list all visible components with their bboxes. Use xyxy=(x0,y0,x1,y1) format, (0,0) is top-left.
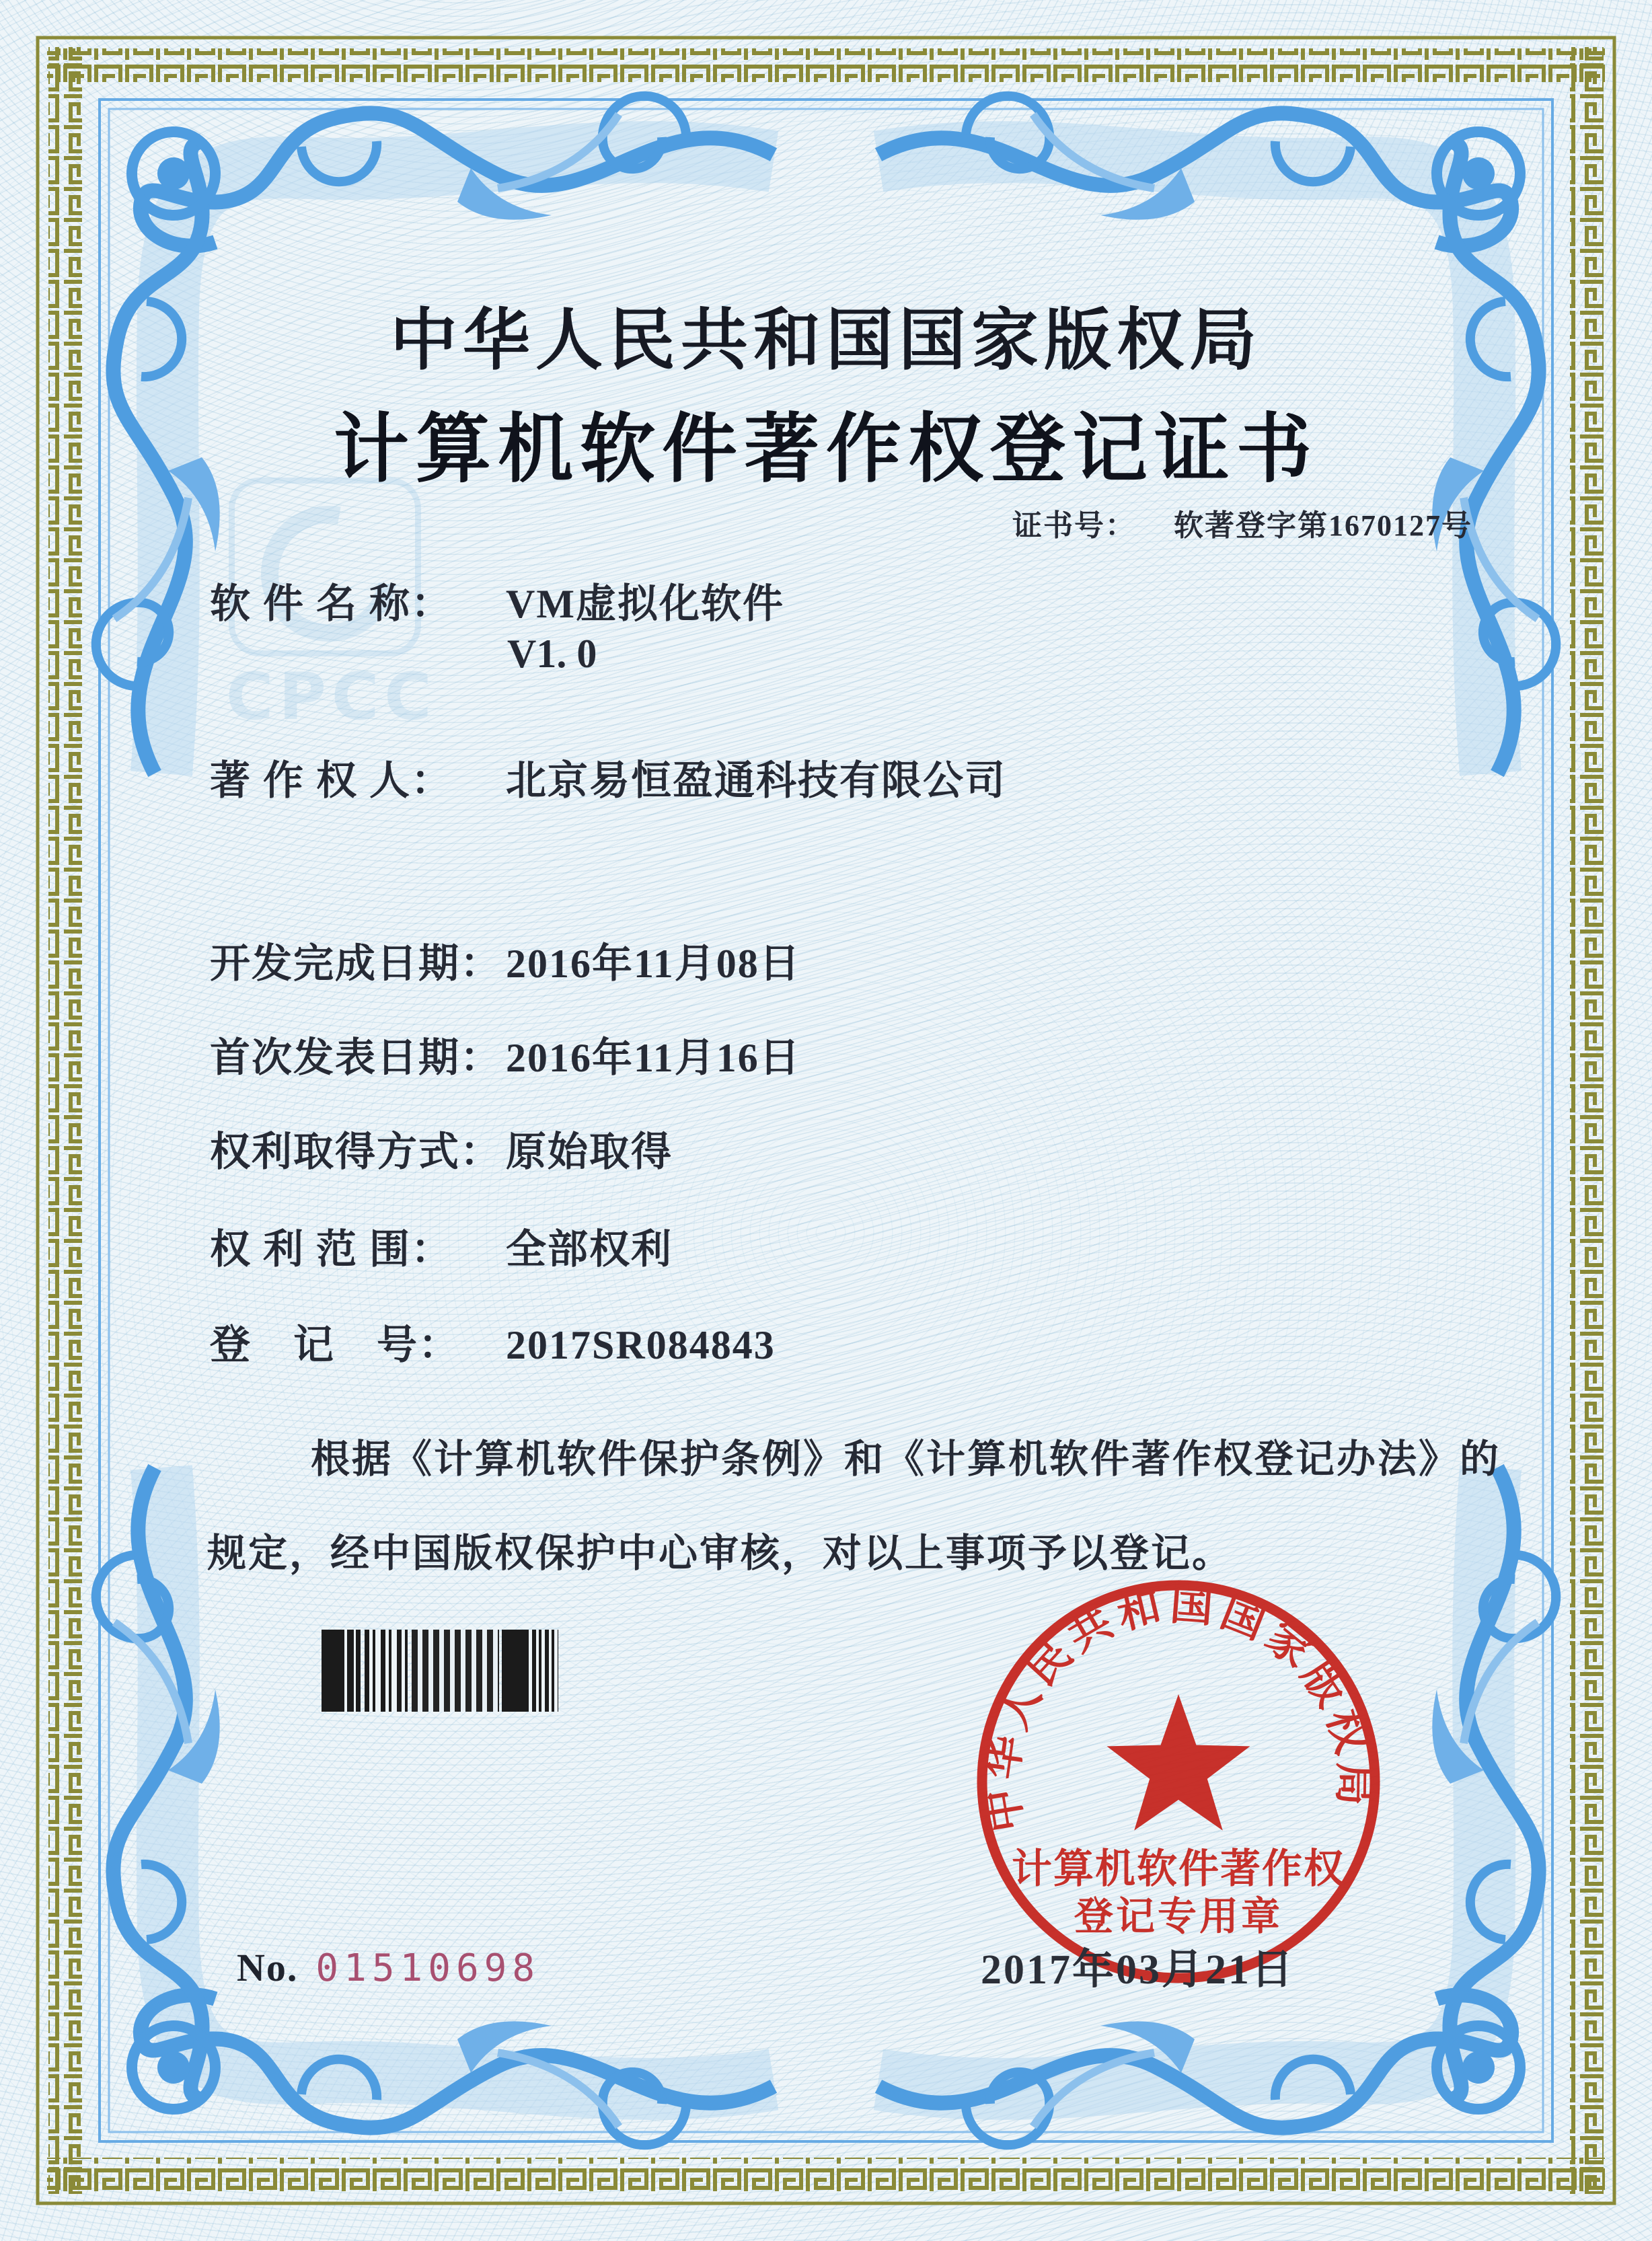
field-software-version: V1. 0 xyxy=(507,632,597,676)
barcode-data-matrix xyxy=(412,1630,499,1712)
barcode-start-block xyxy=(322,1630,361,1712)
field-value: 2016年11月08日 xyxy=(506,942,801,986)
barcode-left-stripes xyxy=(365,1630,408,1712)
issue-date: 2017年03月21日 xyxy=(981,1947,1296,1993)
field-rights-scope xyxy=(210,1217,673,1275)
field-value: 北京易恒盈通科技有限公司 xyxy=(506,759,1006,803)
certificate-number-value: 软著登字第1670127号 xyxy=(1174,509,1472,542)
field-value: 2016年11月16日 xyxy=(506,1036,801,1080)
field-dev-complete-date xyxy=(210,932,801,989)
cpcc-watermark-text: CPCC xyxy=(226,659,437,734)
field-value: 全部权利 xyxy=(506,1227,673,1272)
field-label: 软 件 名 称： xyxy=(210,582,453,626)
field-copyright-owner xyxy=(210,749,1006,806)
serial-number: 01510698 xyxy=(315,1946,541,1990)
serial-number-line xyxy=(237,1945,540,1990)
field-registration-number xyxy=(210,1313,776,1371)
field-label: 登 记 号： xyxy=(210,1323,460,1367)
barcode-2d xyxy=(322,1630,558,1712)
field-label: 权 利 范 围： xyxy=(210,1227,453,1272)
barcode-stop-block xyxy=(502,1630,529,1712)
certificate-number-line xyxy=(1012,501,1472,544)
field-label: 开发完成日期： xyxy=(210,942,502,986)
field-value: 原始取得 xyxy=(506,1130,673,1174)
certificate-number-label: 证书号： xyxy=(1012,509,1136,542)
serial-label: No. xyxy=(237,1946,299,1989)
field-label: 著 作 权 人： xyxy=(210,759,453,803)
statement-line-2: 规定，经中国版权保护中心审核，对以上事项予以登记。 xyxy=(207,1531,1234,1575)
field-rights-acquire-method xyxy=(210,1120,673,1178)
issuer-title: 中华人民共和国国家版权局 xyxy=(390,303,1262,378)
field-label: 权利取得方式： xyxy=(210,1130,502,1174)
seal-text-line2: 登记专用章 xyxy=(1074,1895,1283,1938)
statement-line-1: 根据《计算机软件保护条例》和《计算机软件著作权登记办法》的 xyxy=(311,1437,1501,1481)
red-star-icon xyxy=(1107,1694,1250,1831)
field-value: 2017SR084843 xyxy=(506,1323,776,1367)
field-label: 首次发表日期： xyxy=(210,1036,502,1080)
seal-text-line1: 计算机软件著作权 xyxy=(1012,1847,1345,1891)
field-software-name xyxy=(210,572,784,630)
barcode-right-stripes xyxy=(529,1630,558,1712)
certificate-title: 计算机软件著作权登记证书 xyxy=(334,408,1318,492)
field-first-publish-date xyxy=(210,1026,801,1084)
field-value: VM虚拟化软件 xyxy=(506,582,784,626)
seal-ring-text: 中华人民共和国国家版权局 xyxy=(977,1581,1379,1835)
